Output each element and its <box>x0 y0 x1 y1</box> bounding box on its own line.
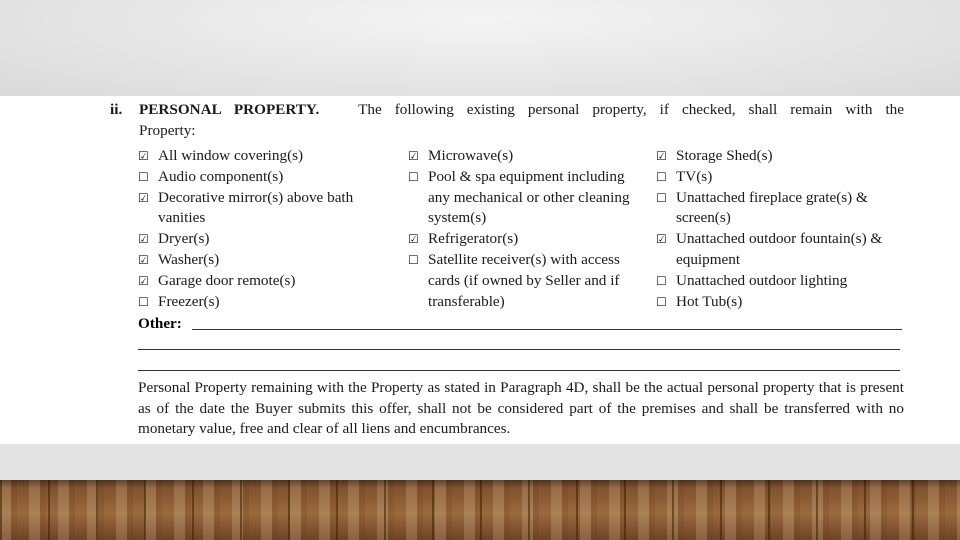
other-label: Other: <box>138 315 182 332</box>
checked-checkbox-icon[interactable]: ☑ <box>656 232 667 247</box>
checklist-item-label: Freezer(s) <box>158 292 220 310</box>
checklist-item-label: Washer(s) <box>158 250 220 268</box>
slide-top-background <box>0 0 960 96</box>
section-title: PERSONAL PROPERTY. <box>139 101 320 118</box>
section-intro: The following existing personal property, if checked, shall remain with the <box>358 101 905 118</box>
checklist-column-3 <box>656 146 916 312</box>
section-intro-continued: Property: <box>139 121 196 139</box>
other-blank-line-1[interactable] <box>192 329 902 330</box>
closing-paragraph: Personal Property remaining with the Property as stated in Paragraph 4D, shall be the actual personal property that is present as of the date the Buyer submits this offer, shall not be considered part of the premises and shall be transferred with no monetary value, free and clear of all liens and encumbrances. <box>138 379 904 437</box>
checklist-item-label: TV(s) <box>676 167 713 185</box>
section-heading <box>110 100 904 141</box>
checklist-item-label: Audio component(s) <box>158 167 284 185</box>
checked-checkbox-icon[interactable]: ☑ <box>138 252 149 267</box>
checklist-item-label: Garage door remote(s) <box>158 271 296 289</box>
unchecked-checkbox-icon[interactable]: ☐ <box>408 252 419 267</box>
checked-checkbox-icon[interactable]: ☑ <box>138 273 149 288</box>
checked-checkbox-icon[interactable]: ☑ <box>138 149 149 163</box>
other-row <box>138 314 902 334</box>
checklist-item[interactable] <box>656 167 916 188</box>
checklist-item[interactable] <box>408 167 648 229</box>
checklist-item[interactable] <box>138 229 398 250</box>
unchecked-checkbox-icon[interactable]: ☐ <box>656 294 667 309</box>
checklist-item[interactable] <box>408 146 648 167</box>
checklist-item-label: Unattached outdoor fountain(s) & equipment <box>676 230 883 268</box>
wood-floor-background <box>0 480 960 540</box>
checked-checkbox-icon[interactable]: ☑ <box>138 232 149 247</box>
floor-shadow <box>0 480 960 488</box>
checklist-item[interactable] <box>656 188 916 230</box>
checklist-item-label: All window covering(s) <box>158 147 304 164</box>
checklist-item-label: Storage Shed(s) <box>676 147 773 164</box>
checked-checkbox-icon[interactable]: ☑ <box>138 190 149 205</box>
checklist-item-label: Refrigerator(s) <box>428 230 519 248</box>
other-blank-line-3[interactable] <box>138 370 900 371</box>
checklist-item-label: Hot Tub(s) <box>676 292 743 310</box>
checklist-item[interactable] <box>656 271 916 292</box>
unchecked-checkbox-icon[interactable]: ☐ <box>656 169 667 184</box>
checklist-item-label: Microwave(s) <box>428 147 514 164</box>
unchecked-checkbox-icon[interactable]: ☐ <box>656 190 667 205</box>
unchecked-checkbox-icon[interactable]: ☐ <box>138 169 149 184</box>
checklist-item-label: Dryer(s) <box>158 230 210 248</box>
checklist-item-label: Unattached outdoor lighting <box>676 271 848 289</box>
checklist-item[interactable] <box>138 167 398 188</box>
checklist-item-label: Pool & spa equipment including any mechanical or other cleaning system(s) <box>428 167 630 227</box>
checklist-item[interactable] <box>138 250 398 271</box>
property-checklist <box>138 146 908 316</box>
checklist-item-label: Decorative mirror(s) above bath vanities <box>158 188 354 227</box>
checklist-column-1 <box>138 146 398 312</box>
checklist-item[interactable] <box>656 229 916 271</box>
slide-lower-background <box>0 444 960 480</box>
checklist-item[interactable] <box>138 292 398 313</box>
checklist-item[interactable] <box>656 292 916 313</box>
section-intro-line <box>139 100 904 121</box>
checklist-item[interactable] <box>408 229 648 250</box>
checklist-item[interactable] <box>138 271 398 292</box>
unchecked-checkbox-icon[interactable]: ☐ <box>138 294 149 309</box>
checked-checkbox-icon[interactable]: ☑ <box>408 149 419 163</box>
checked-checkbox-icon[interactable]: ☑ <box>656 149 667 163</box>
checklist-column-2 <box>408 146 648 312</box>
unchecked-checkbox-icon[interactable]: ☐ <box>408 169 419 184</box>
checklist-item-label: Satellite receiver(s) with access cards (if owned by Seller and if transferable) <box>428 250 620 310</box>
checklist-item[interactable] <box>138 146 398 167</box>
section-number: ii. <box>110 101 123 118</box>
checklist-item[interactable] <box>408 250 648 312</box>
other-blank-line-2[interactable] <box>138 349 900 350</box>
checklist-item[interactable] <box>138 188 398 230</box>
checked-checkbox-icon[interactable]: ☑ <box>408 232 419 247</box>
checklist-item[interactable] <box>656 146 916 167</box>
unchecked-checkbox-icon[interactable]: ☐ <box>656 273 667 288</box>
checklist-item-label: Unattached fireplace grate(s) & screen(s) <box>676 188 868 227</box>
